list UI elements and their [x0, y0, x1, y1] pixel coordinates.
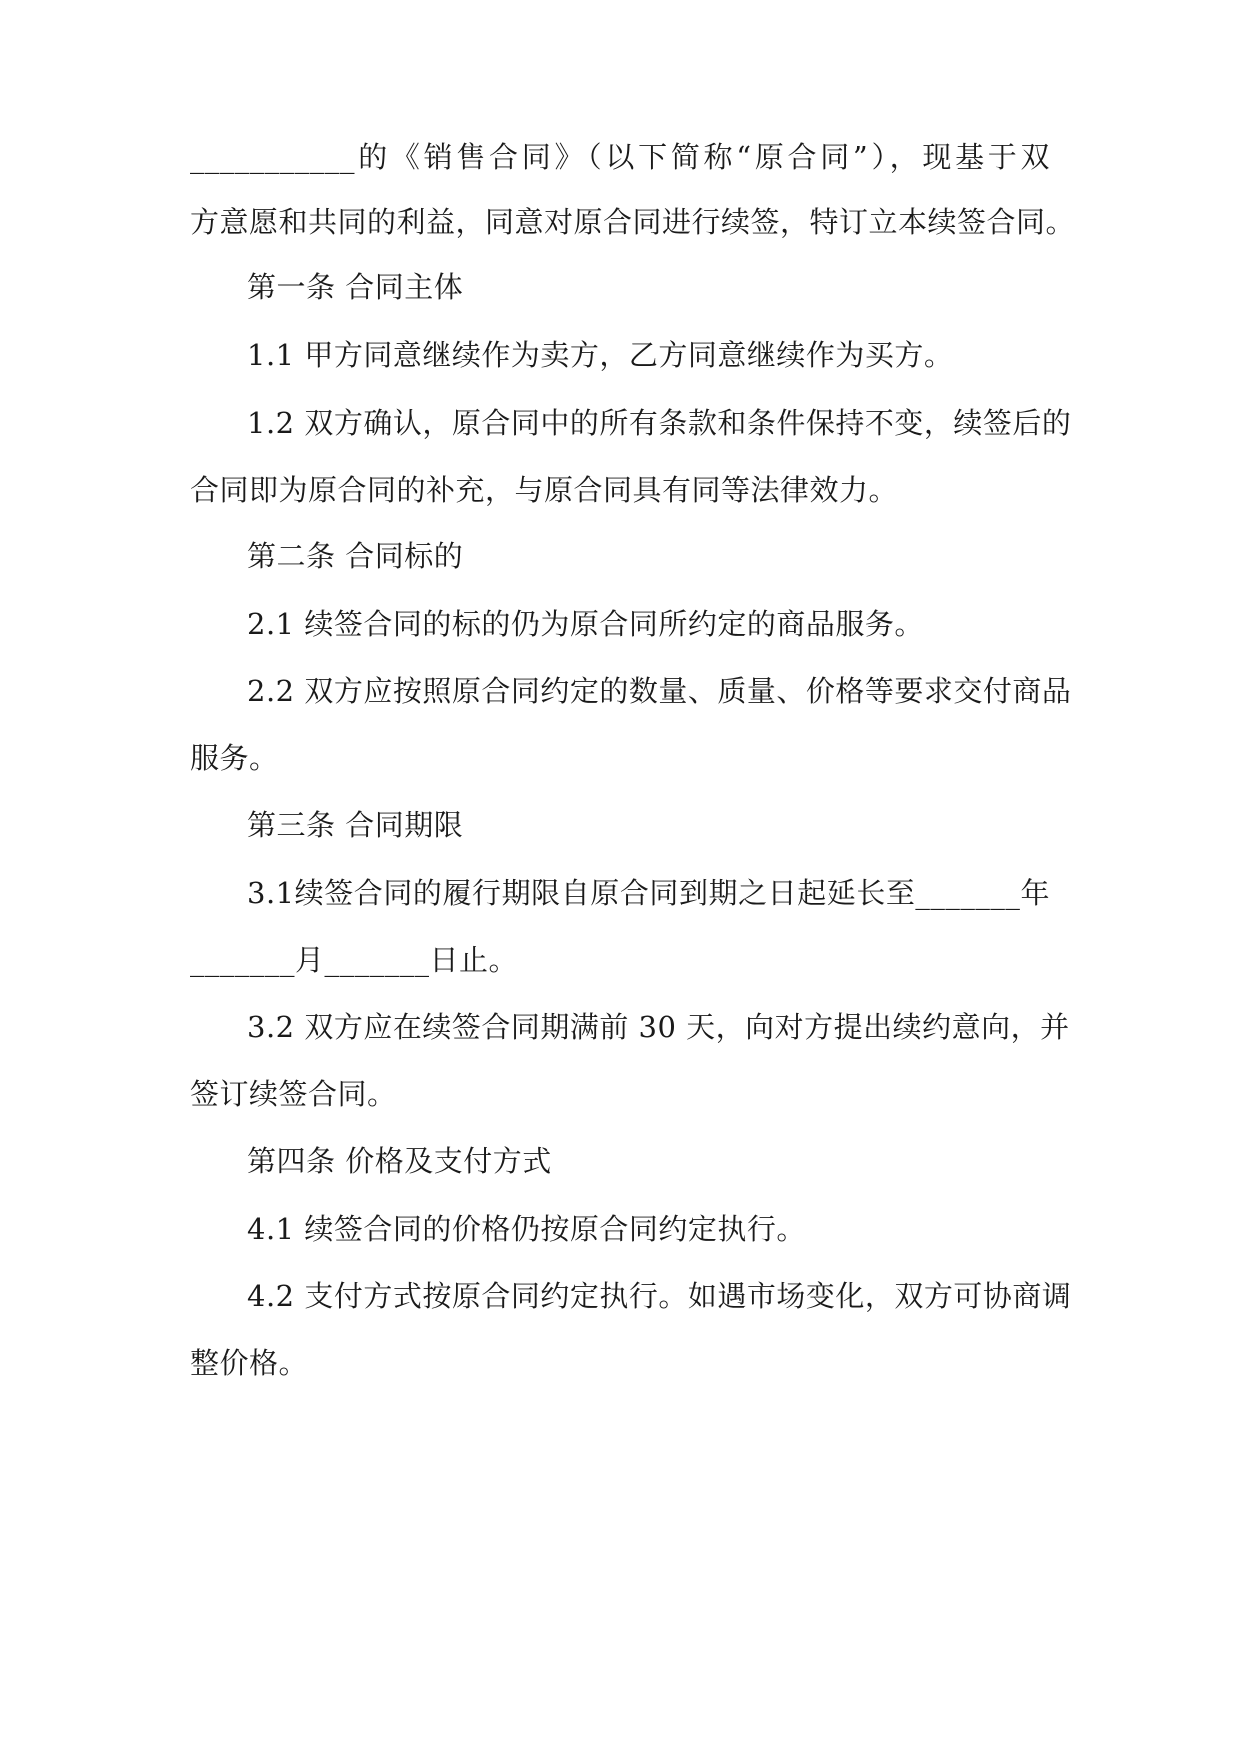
clause-1-2-line-2: 合同即为原合同的补充，与原合同具有同等法律效力。 [190, 473, 899, 507]
paragraph-intro-line-2: 方意愿和共同的利益，同意对原合同进行续签，特订立本续签合同。 [190, 205, 1076, 239]
clause-4-2-line-1: 4.2 支付方式按原合同约定执行。如遇市场变化，双方可协商调 [247, 1279, 1072, 1313]
clause-1-1: 1.1 甲方同意继续作为卖方，乙方同意继续作为买方。 [247, 338, 954, 372]
article-2-heading: 第二条 合同标的 [247, 539, 464, 573]
clause-4-1: 4.1 续签合同的价格仍按原合同约定执行。 [247, 1212, 806, 1246]
article-1-heading: 第一条 合同主体 [247, 270, 464, 304]
paragraph-intro-line-1: ___________的《销售合同》（以下简称“原合同”），现基于双 [190, 140, 1050, 174]
article-4-heading: 第四条 价格及支付方式 [247, 1144, 552, 1178]
clause-4-2-line-2: 整价格。 [190, 1346, 309, 1380]
clause-2-2-line-2: 服务。 [190, 741, 279, 775]
clause-1-2-line-1: 1.2 双方确认，原合同中的所有条款和条件保持不变，续签后的 [247, 406, 1072, 440]
article-3-heading: 第三条 合同期限 [247, 808, 464, 842]
clause-3-2-line-2: 签订续签合同。 [190, 1077, 397, 1111]
clause-3-1-line-2: _______月_______日止。 [190, 943, 519, 977]
clause-2-2-line-1: 2.2 双方应按照原合同约定的数量、质量、价格等要求交付商品 [247, 674, 1072, 708]
clause-3-2-line-1: 3.2 双方应在续签合同期满前 30 天，向对方提出续约意向，并 [247, 1010, 1070, 1044]
clause-2-1: 2.1 续签合同的标的仍为原合同所约定的商品服务。 [247, 607, 924, 641]
clause-3-1-line-1: 3.1续签合同的履行期限自原合同到期之日起延长至_______年 [247, 876, 1050, 910]
